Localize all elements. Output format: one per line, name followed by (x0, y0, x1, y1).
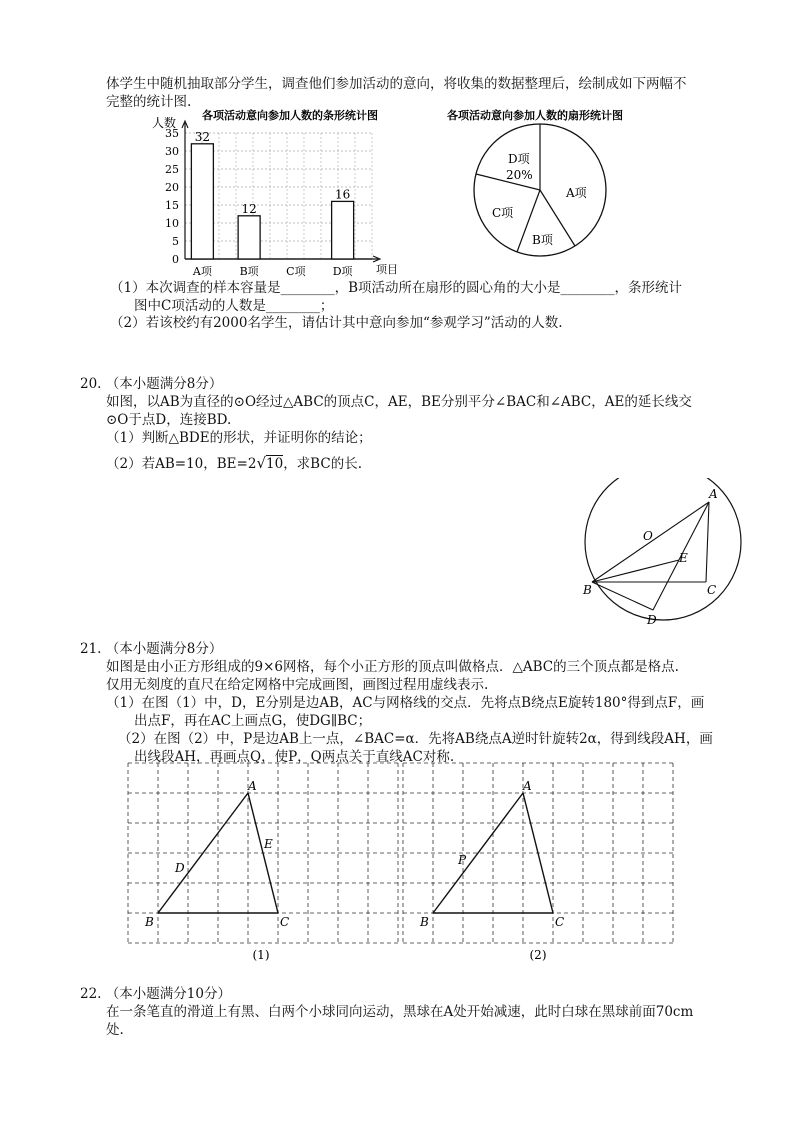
q21-part2-line2: 出线段AH，再画点Q，使P，Q两点关于直线AC对称. (134, 749, 455, 765)
q19-part1-line2: 图中C项活动的人数是________； (134, 298, 334, 314)
fig1-label-b: B (145, 915, 154, 929)
q19-part2: （2）若该校约有2000名学生，请估计其中意向参加“参观学习”活动的人数. (110, 315, 563, 331)
fig2-label-a: A (523, 779, 532, 793)
fig20-label-a: A (709, 487, 718, 501)
q20-line2: ⊙O于点D，连接BD. (106, 412, 232, 428)
q19-intro-line1: 体学生中随机抽取部分学生，调查他们参加活动的意向，将收集的数据整理后，绘制成如下两幅不 (106, 76, 687, 92)
q21-part2-line1: （2）在图（2）中，P是边AB上一点，∠BAC=α．先将AB绕点A逆时针旋转2α，得到线段AH，画 (118, 731, 713, 747)
bar-chart (140, 105, 410, 280)
fig20-label-c: C (707, 583, 717, 597)
bar-category-label: C项 (286, 265, 306, 278)
bar-chart-xlabel: 项目 (376, 263, 398, 276)
pie-label-b: B项 (532, 233, 553, 247)
bar-ytick-label: 25 (165, 163, 179, 176)
fig1-label-d: D (175, 861, 185, 875)
fig2-label-c: C (555, 915, 565, 929)
bar-ytick-label: 20 (165, 181, 179, 194)
fig2-label-b: B (420, 915, 429, 929)
fig20-label-o: O (643, 529, 653, 543)
fig20-label-d: D (647, 613, 657, 627)
fig1-label-e: E (264, 837, 273, 851)
q22-header: 22. （本小题满分10分） (80, 986, 231, 1002)
q22-line1: 在一条笔直的滑道上有黑、白两个小球同向运动，黑球在A处开始减速，此时白球在黑球前面70cm (106, 1004, 694, 1020)
fig2-segment-ac (523, 793, 553, 913)
q20-figure (575, 478, 745, 628)
bar-D项 (332, 201, 354, 259)
q20-header: 20. （本小题满分8分） (80, 376, 223, 392)
segment-bd (592, 582, 653, 610)
fig1-label-a: A (248, 779, 257, 793)
bar-ytick-label: 30 (165, 145, 179, 158)
q19-part1-line1: （1）本次调查的样本容量是________，B项活动所在扇形的圆心角的大小是________，条形统计 (110, 280, 683, 296)
bar-B项 (238, 216, 260, 259)
bar-chart-title: 各项活动意向参加人数的条形统计图 (202, 109, 378, 122)
q19-intro-line2: 完整的统计图. (106, 94, 192, 110)
grid-figure-1 (125, 760, 405, 965)
q20-line1: 如图，以AB为直径的⊙O经过△ABC的顶点C，AE，BE分别平分∠BAC和∠ABC，AE的延长线交 (106, 394, 692, 410)
q21-header: 21. （本小题满分8分） (80, 641, 223, 657)
bar-ytick-label: 35 (165, 127, 179, 140)
fig2-caption: (2) (529, 948, 547, 962)
segment-ac (706, 502, 709, 582)
q21-line2: 仅用无刻度的直尺在给定网格中完成画图，画图过程用虚线表示. (106, 677, 489, 693)
segment-be (592, 560, 679, 582)
q20-part2-text-a: （2）若AB=10，BE=2 (106, 456, 257, 472)
fig1-segment-ac (248, 793, 278, 913)
pie-percent-d: 20% (506, 168, 533, 182)
q22-line2: 处. (106, 1022, 124, 1038)
q21-part1-line1: （1）在图（1）中，D，E分别是边AB，AC与网格线的交点．先将点B绕点E旋转180°得到点F，画 (106, 695, 705, 711)
bar-chart-ylabel: 人数 (152, 116, 177, 130)
bar-ytick-label: 0 (172, 253, 179, 266)
pie-chart-title: 各项活动意向参加人数的扇形统计图 (447, 109, 623, 122)
bar-category-label: D项 (332, 265, 353, 278)
bar-ytick-label: 10 (165, 217, 179, 230)
bar-value-label: 32 (194, 129, 211, 144)
fig1-label-c: C (280, 915, 290, 929)
bar-value-label: 12 (241, 201, 257, 216)
fig1-caption: (1) (252, 948, 270, 962)
q20-sqrt-sign: √ (256, 454, 266, 472)
q21-part1-line2: 出点F，再在AC上画点G，使DG∥BC； (134, 713, 372, 729)
q20-part2-text-b: ，求BC的长. (283, 456, 362, 472)
bar-category-label: B项 (239, 265, 259, 278)
fig20-label-e: E (679, 551, 688, 565)
bar-ytick-label: 5 (172, 235, 179, 248)
pie-label-c: C项 (492, 206, 514, 220)
pie-chart (420, 105, 660, 260)
q20-part2 (106, 454, 362, 473)
fig2-label-p: P (458, 853, 467, 867)
q20-part1: （1）判断△BDE的形状，并证明你的结论； (106, 430, 372, 446)
pie-label-a: A项 (566, 186, 587, 200)
grid-figure-2 (400, 760, 680, 965)
bar-ytick-label: 15 (165, 199, 179, 212)
pie-label-d: D项 (508, 152, 530, 166)
q20-sqrt-radicand: 10 (266, 456, 284, 472)
q21-line1: 如图是由小正方形组成的9×6网格，每个小正方形的顶点叫做格点．△ABC的三个顶点都是格点. (106, 659, 679, 675)
fig20-label-b: B (583, 583, 592, 597)
bar-value-label: 16 (334, 187, 351, 202)
bar-category-label: A项 (192, 265, 212, 278)
bar-A项 (191, 144, 213, 259)
